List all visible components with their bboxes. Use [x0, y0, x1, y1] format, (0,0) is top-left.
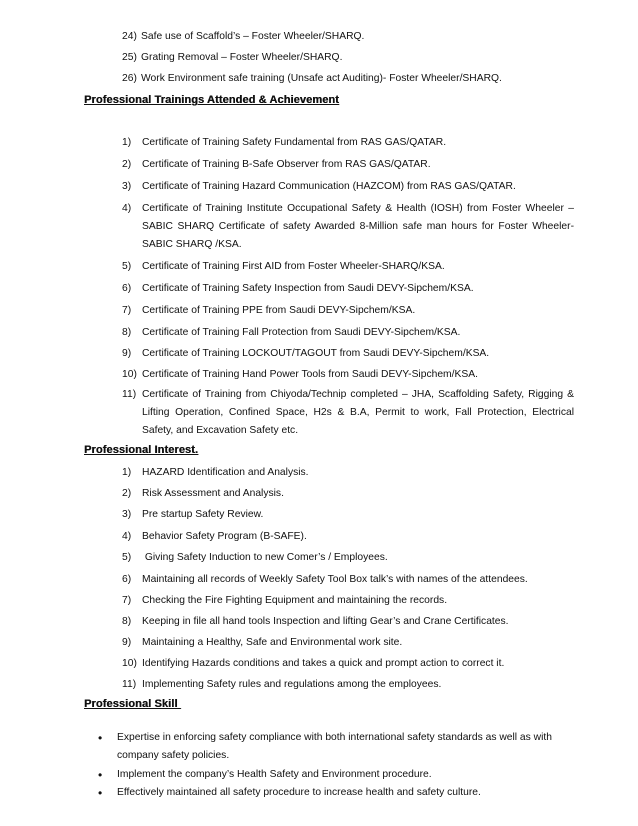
list-item-text: Work Environment safe training (Unsafe act Auditing)- Foster Wheeler/SHARQ. [141, 73, 502, 84]
list-item-text: Checking the Fire Fighting Equipment and maintaining the records. [142, 595, 448, 606]
list-item-text: Implement the company’s Health Safety and Environment procedure. [117, 769, 432, 780]
list-item-number: 6) [122, 283, 132, 294]
list-item-text: SABIC SHARQ /KSA. [142, 239, 242, 250]
list-item-text: Risk Assessment and Analysis. [142, 488, 284, 499]
bullet-icon: • [98, 768, 103, 782]
list-item-text: Certificate of Training Hand Power Tools from Saudi DEVY-Sipchem/KSA. [142, 369, 478, 380]
list-item-text: Identifying Hazards conditions and takes a quick and prompt action to correct it. [142, 658, 505, 669]
list-item-text: Certificate of Training LOCKOUT/TAGOUT from Saudi DEVY-Sipchem/KSA. [142, 348, 490, 359]
list-item-text: Lifting Operation, Confined Space, H2s & B.A, Permit to work, Fall Protection, Electrical [142, 407, 574, 418]
list-item-text: Behavior Safety Program (B-SAFE). [142, 531, 307, 542]
list-item-text: Pre startup Safety Review. [142, 509, 264, 520]
list-item-text: Grating Removal – Foster Wheeler/SHARQ. [141, 52, 343, 63]
list-item-number: 9) [122, 348, 132, 359]
section-heading-trainings: Professional Trainings Attended & Achievement [84, 94, 339, 106]
list-item-text: Maintaining a Healthy, Safe and Environmental work site. [142, 637, 403, 648]
list-item-text: Certificate of Training Hazard Communication (HAZCOM) from RAS GAS/QATAR. [142, 181, 516, 192]
list-item-text: Certificate of Training from Chiyoda/Technip completed – JHA, Scaffolding Safety, Rigging & [142, 389, 574, 400]
list-item-text: Safe use of Scaffold’s – Foster Wheeler/SHARQ. [141, 31, 365, 42]
list-item-text: Keeping in file all hand tools Inspection and lifting Gear’s and Crane Certificates. [142, 616, 509, 627]
list-item-number: 2) [122, 488, 132, 499]
bullet-icon: • [98, 731, 103, 745]
list-item-number: 10) [122, 658, 137, 669]
list-item-text: Certificate of Training Safety Inspection from Saudi DEVY-Sipchem/KSA. [142, 283, 474, 294]
list-item-text: Certificate of Training B-Safe Observer from RAS GAS/QATAR. [142, 159, 431, 170]
list-item-number: 4) [122, 531, 132, 542]
list-item-text: Implementing Safety rules and regulations among the employees. [142, 679, 442, 690]
list-item-number: 4) [122, 203, 132, 214]
list-item-number: 11) [122, 679, 137, 690]
list-item-text: SABIC SHARQ Certificate of safety Awarded 8-Million safe man hours for Foster Wheeler- [142, 221, 574, 232]
list-item-number: 5) [122, 261, 132, 272]
list-item-text: Giving Safety Induction to new Comer’s / Employees. [142, 552, 388, 563]
section-heading-interest: Professional Interest. [84, 444, 199, 456]
list-item-number: 9) [122, 637, 132, 648]
list-item-number: 8) [122, 327, 132, 338]
list-item-text: Certificate of Training First AID from Foster Wheeler-SHARQ/KSA. [142, 261, 445, 272]
list-item-number: 3) [122, 181, 132, 192]
list-item-number: 2) [122, 159, 132, 170]
bullet-icon: • [98, 786, 103, 800]
list-item-text: HAZARD Identification and Analysis. [142, 467, 309, 478]
list-item-text: company safety policies. [117, 750, 230, 761]
list-item-number: 8) [122, 616, 132, 627]
list-item-number: 24) [122, 31, 137, 42]
list-item-number: 7) [122, 305, 132, 316]
list-item-number: 3) [122, 509, 132, 520]
section-heading-skill: Professional Skill [84, 698, 181, 710]
list-item-number: 1) [122, 137, 132, 148]
list-item-text: Effectively maintained all safety procedure to increase health and safety culture. [117, 787, 481, 798]
list-item-text: Maintaining all records of Weekly Safety Tool Box talk’s with names of the attendees. [142, 574, 528, 585]
list-item-text: Certificate of Training Safety Fundamental from RAS GAS/QATAR. [142, 137, 447, 148]
list-item-number: 11) [122, 389, 137, 400]
list-item-text: Certificate of Training Institute Occupational Safety & Health (IOSH) from Foster Wheeler – [142, 203, 574, 214]
list-item-text: Certificate of Training Fall Protection from Saudi DEVY-Sipchem/KSA. [142, 327, 461, 338]
list-item-number: 5) [122, 552, 132, 563]
list-item-text: Expertise in enforcing safety compliance with both international safety standards as well as with [117, 732, 552, 743]
list-item-text: Certificate of Training PPE from Saudi DEVY-Sipchem/KSA. [142, 305, 416, 316]
list-item-number: 6) [122, 574, 132, 585]
list-item-text: Safety, and Excavation Safety etc. [142, 425, 299, 436]
list-item-number: 26) [122, 73, 137, 84]
list-item-number: 7) [122, 595, 132, 606]
list-item-number: 1) [122, 467, 132, 478]
list-item-number: 25) [122, 52, 137, 63]
list-item-number: 10) [122, 369, 137, 380]
